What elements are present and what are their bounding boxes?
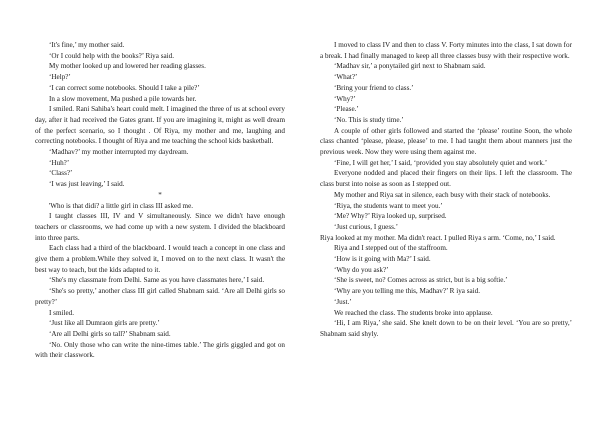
paragraph: Riya looked at my mother. Ma didn't react. I pulled Riya s arm. ‘Come, no,’ I said.: [320, 233, 556, 242]
paragraph: ‘Me? Why?’ Riya looked up, surprised.: [334, 212, 447, 221]
paragraph: ‘Huh?’: [49, 158, 70, 167]
paragraph: ‘No. This is study time.’: [334, 115, 404, 124]
paragraph: ‘Help?’: [49, 73, 71, 82]
paragraph: ‘She's my classmate from Delhi. Same as you have classmates here,’ I said.: [49, 276, 265, 285]
paragraph: ‘Bring your friend to class.’: [334, 83, 414, 92]
paragraph: I smiled.: [49, 308, 74, 317]
paragraph: ‘She's so pretty,’ another class III girl called Shabnam said. ‘Are all Delhi girls so pretty?’: [35, 287, 285, 306]
paragraph: Each class had a third of the blackboard. I would teach a concept in one class and give them a problem.While they solved it, I moved on to the next class. It wasn't the best way to teach, but the kids adapted to it.: [35, 244, 285, 274]
paragraph: ‘Just.’: [334, 297, 352, 306]
paragraph: I taught classes III, IV and V simultaneously. Since we didn't have enough teachers or classrooms, we had come up with a new system. I divided the blackboard into three parts.: [35, 212, 285, 242]
paragraph: In a slow movement, Ma pushed a pile towards her.: [49, 94, 197, 103]
paragraph: 'Who is that didi? a little girl in class III asked me.: [49, 201, 194, 210]
paragraph: Riya and I stepped out of the staffroom.: [334, 244, 448, 253]
paragraph: ‘Hi, I am Riya,’ she said. She knelt down to be on their level. ‘You are so pretty,’ Shabnam said shyly.: [320, 319, 572, 338]
paragraph: ‘Why?’: [334, 94, 356, 103]
paragraph: ‘Just curious, I guess.’: [334, 222, 399, 231]
paragraph: I moved to class IV and then to class V. Forty minutes into the class, I sat down for a break. I had finally managed to keep all three classes busy with their respective work.: [320, 41, 572, 60]
paragraph: My mother and Riya sat in silence, each busy with their stack of notebooks.: [334, 190, 551, 199]
paragraph: ‘Riya, the students want to meet you.’: [334, 201, 443, 210]
paragraph: ‘It's fine,’ my mother said.: [49, 41, 125, 49]
paragraph: Everyone nodded and placed their fingers on their lips. I left the classroom. The class burst into noise as soon as I stepped out.: [320, 169, 572, 189]
left-page: [35, 40, 285, 361]
paragraph: I smiled. Rani Sahiba's heart could melt. I imagined the three of us at school every day, after it had received the Gates grant. If you are imagining it, might as well dream of the perfect scenario, so I thought . Of Riya, my mother and me, laughing and correcting notebooks. I thought of Riya and me teaching the school kids basketball.: [35, 105, 285, 146]
paragraph: ‘She is sweet, no? Comes across as strict, but is a big softie.’: [334, 276, 508, 285]
paragraph: We reached the class. The students broke into applause.: [334, 308, 493, 317]
paragraph: ‘Madhav?’ my mother interrupted my daydream.: [49, 148, 189, 157]
paragraph: My mother looked up and lowered her reading glasses.: [49, 62, 206, 71]
paragraph: ‘I was just leaving,’ I said.: [49, 180, 125, 189]
paragraph: ‘I can correct some notebooks. Should I take a pile?’: [49, 83, 200, 92]
paragraph: ‘What?’: [334, 73, 358, 82]
paragraph: A couple of other girls followed and started the ‘please’ routine Soon, the whole class chanted ‘please, please, please’ to me. I had taught them about manners just the previous week. Now they were using them against me.: [320, 126, 572, 157]
paragraph: ‘Or I could help with the books?’ Riya said.: [49, 51, 174, 60]
paragraph: ‘Fine, I will get her,’ I said, ‘provided you stay absolutely quiet and work.’: [334, 158, 548, 167]
paragraph: ‘Why are you telling me this, Madhav?’ R iya said.: [334, 287, 481, 296]
paragraph: ‘Just like all Dumraon girls are pretty.’: [49, 319, 160, 328]
paragraph: ‘Please.’: [334, 105, 359, 114]
paragraph: ‘Why do you ask?’: [334, 265, 389, 274]
paragraph: ‘Class?’: [49, 169, 73, 178]
paragraph: ‘How is it going with Ma?’ I said.: [334, 255, 431, 264]
section-break: *: [158, 190, 162, 199]
paragraph: ‘Are all Delhi girls so tall?’ Shabnam said.: [49, 329, 171, 338]
right-page: [320, 40, 572, 340]
paragraph: ‘Madhav sir,’ a ponytailed girl next to Shabnam said.: [334, 62, 486, 71]
paragraph: ‘No. Only those who can write the nine-times table.’ The girls giggled and got on with their classwork.: [35, 340, 285, 360]
